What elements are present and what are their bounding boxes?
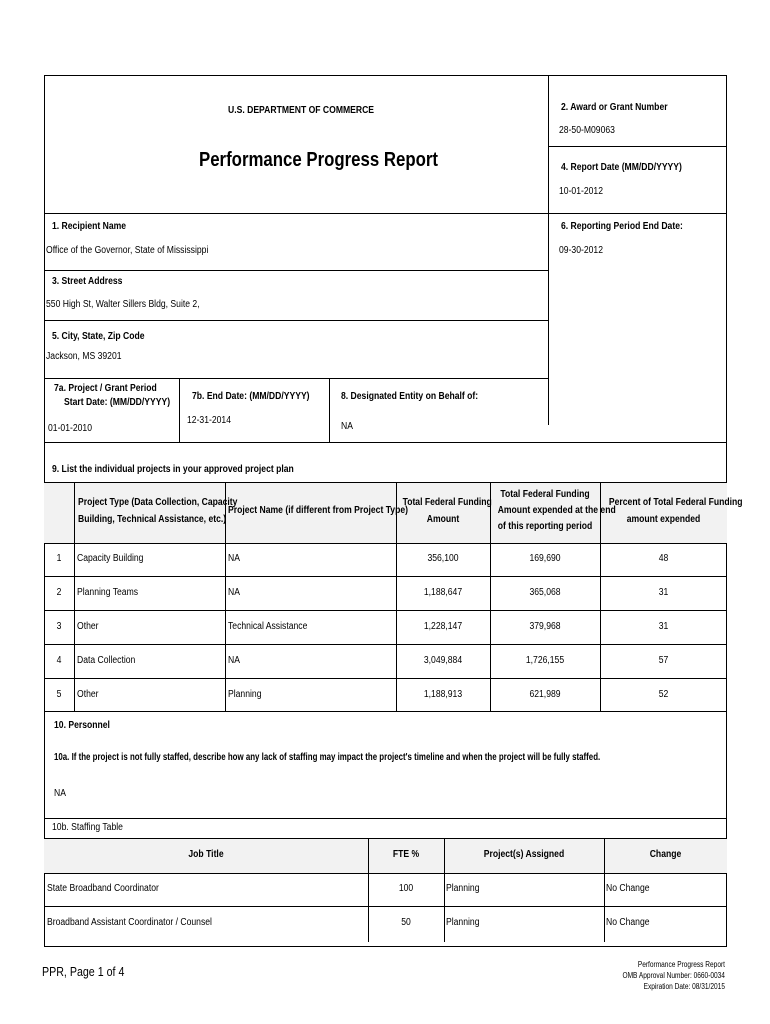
start-date-value[interactable]: 01-01-2010 [48, 423, 92, 434]
report-date-label: 4. Report Date (MM/DD/YYYY) [561, 162, 682, 173]
staff-projects[interactable]: Planning [446, 917, 480, 928]
row-number: 4 [56, 655, 62, 666]
col-header-funding-2: Amount [426, 514, 460, 525]
row-number: 3 [56, 621, 62, 632]
row-percent[interactable]: 31 [658, 587, 669, 598]
divider [604, 838, 605, 942]
personnel-question: 10a. If the project is not fully staffed, describe how any lack of staffing may impact the project's timeline and when the project will be fully staffed. [54, 752, 601, 763]
divider [44, 543, 727, 544]
divider [74, 482, 75, 711]
col-header-expended-3: of this reporting period [497, 521, 593, 532]
staff-header-projects: Project(s) Assigned [483, 849, 565, 860]
staff-change[interactable]: No Change [606, 883, 650, 894]
street-label: 3. Street Address [52, 276, 123, 287]
row-expended[interactable]: 379,968 [529, 621, 561, 632]
street-value[interactable]: 550 High St, Walter Sillers Bldg, Suite 2, [46, 299, 200, 310]
award-value: 28-50-M09063 [559, 125, 615, 136]
reporting-period-value[interactable]: 09-30-2012 [559, 245, 603, 256]
divider [44, 270, 548, 271]
col-header-percent-2: amount expended [626, 514, 701, 525]
col-header-expended: Total Federal Funding [500, 489, 590, 500]
department-name: U.S. DEPARTMENT OF COMMERCE [228, 105, 375, 116]
divider [600, 482, 601, 711]
personnel-label: 10. Personnel [54, 720, 110, 731]
row-type[interactable]: Data Collection [77, 655, 136, 666]
row-funding[interactable]: 1,188,913 [423, 689, 463, 700]
divider [548, 146, 727, 147]
row-percent[interactable]: 31 [658, 621, 669, 632]
col-header-name: Project Name (if different from Project Type) [228, 505, 408, 516]
row-name[interactable]: NA [228, 553, 240, 564]
entity-value[interactable]: NA [341, 421, 353, 432]
divider [44, 818, 727, 819]
divider [44, 873, 727, 874]
row-number: 2 [56, 587, 62, 598]
row-name[interactable]: NA [228, 587, 240, 598]
city-label: 5. City, State, Zip Code [52, 331, 145, 342]
footer-line-1: Performance Progress Report [637, 960, 725, 969]
row-percent[interactable]: 48 [658, 553, 669, 564]
row-type[interactable]: Other [77, 689, 99, 700]
staff-fte[interactable]: 50 [401, 917, 411, 928]
row-number: 1 [56, 553, 62, 564]
footer-line-3: Expiration Date: 08/31/2015 [643, 982, 725, 991]
divider [329, 378, 330, 443]
row-type[interactable]: Capacity Building [77, 553, 144, 564]
divider [44, 906, 727, 907]
row-name[interactable]: Technical Assistance [228, 621, 308, 632]
col-header-type: Project Type (Data Collection, Capacity [78, 497, 238, 508]
divider [444, 838, 445, 942]
staff-header-job: Job Title [188, 849, 224, 860]
row-name[interactable]: NA [228, 655, 240, 666]
staff-header-fte: FTE % [392, 849, 420, 860]
divider [44, 378, 548, 379]
row-percent[interactable]: 57 [658, 655, 669, 666]
row-number: 5 [56, 689, 62, 700]
staff-change[interactable]: No Change [606, 917, 650, 928]
right-column-divider [548, 75, 549, 425]
end-date-value[interactable]: 12-31-2014 [187, 415, 231, 426]
row-funding[interactable]: 356,100 [427, 553, 459, 564]
row-percent[interactable]: 52 [658, 689, 669, 700]
award-label: 2. Award or Grant Number [561, 102, 668, 113]
end-date-label: 7b. End Date: (MM/DD/YYYY) [192, 391, 310, 402]
row-name[interactable]: Planning [228, 689, 262, 700]
recipient-value[interactable]: Office of the Governor, State of Mississippi [46, 245, 209, 256]
staff-job[interactable]: State Broadband Coordinator [47, 883, 159, 894]
row-expended[interactable]: 365,068 [529, 587, 561, 598]
city-value[interactable]: Jackson, MS 39201 [46, 351, 122, 362]
report-date-value: 10-01-2012 [559, 186, 603, 197]
page-title: Performance Progress Report [199, 149, 439, 171]
divider [44, 213, 727, 214]
divider [44, 678, 727, 679]
entity-label: 8. Designated Entity on Behalf of: [341, 391, 479, 402]
col-header-funding: Total Federal Funding [402, 497, 492, 508]
footer-info [623, 959, 725, 992]
staff-job[interactable]: Broadband Assistant Coordinator / Counsel [47, 917, 212, 928]
divider [44, 576, 727, 577]
row-funding[interactable]: 1,188,647 [423, 587, 463, 598]
divider [44, 838, 727, 839]
divider [368, 838, 369, 942]
staffing-table-label: 10b. Staffing Table [52, 822, 123, 833]
personnel-answer[interactable]: NA [54, 788, 66, 799]
page-number: PPR, Page 1 of 4 [42, 964, 125, 979]
row-type[interactable]: Other [77, 621, 99, 632]
divider [44, 610, 727, 611]
col-header-type-2: Building, Technical Assistance, etc.) [78, 514, 227, 525]
divider [179, 378, 180, 443]
col-header-expended-2: Amount expended at the end [497, 505, 616, 516]
divider [44, 644, 727, 645]
row-funding[interactable]: 3,049,884 [423, 655, 463, 666]
row-type[interactable]: Planning Teams [77, 587, 139, 598]
staff-fte[interactable]: 100 [398, 883, 414, 894]
start-date-label-2: Start Date: (MM/DD/YYYY) [64, 397, 171, 408]
recipient-label: 1. Recipient Name [52, 221, 127, 232]
row-funding[interactable]: 1,228,147 [423, 621, 463, 632]
reporting-period-label: 6. Reporting Period End Date: [561, 221, 683, 232]
divider [44, 320, 548, 321]
staff-header-change: Change [649, 849, 682, 860]
row-expended[interactable]: 169,690 [529, 553, 561, 564]
row-expended[interactable]: 621,989 [529, 689, 561, 700]
start-date-label: 7a. Project / Grant Period [54, 383, 157, 394]
divider [44, 442, 727, 443]
divider [490, 482, 491, 711]
footer-line-2: OMB Approval Number: 0660-0034 [622, 971, 725, 980]
staff-projects[interactable]: Planning [446, 883, 480, 894]
divider [44, 711, 727, 712]
divider [44, 482, 727, 483]
projects-section-label: 9. List the individual projects in your approved project plan [52, 464, 294, 475]
row-expended[interactable]: 1,726,155 [525, 655, 565, 666]
col-header-percent: Percent of Total Federal Funding [608, 497, 743, 508]
